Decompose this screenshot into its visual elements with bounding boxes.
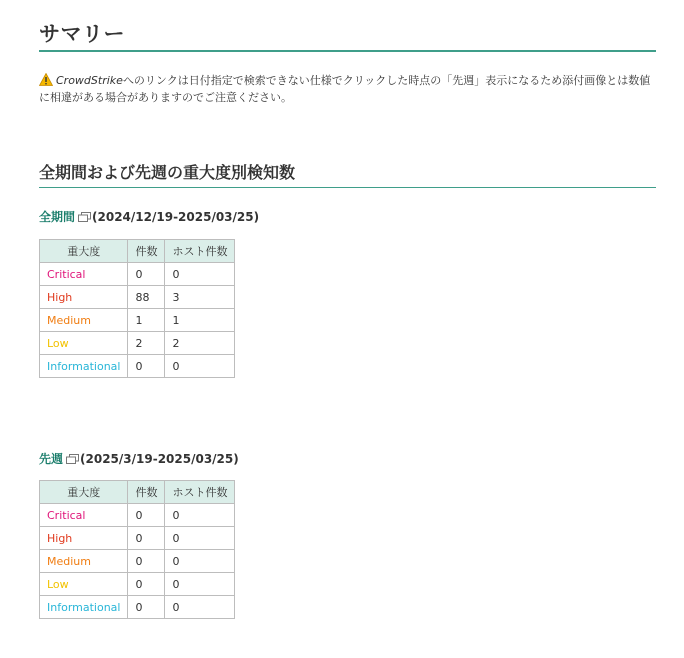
hosts-cell: 1 (165, 309, 235, 332)
table-row (40, 550, 235, 573)
severity-informational: Informational (40, 596, 128, 619)
header-severity: 重大度 (40, 240, 128, 263)
last-week-range: (2025/3/19-2025/03/25) (80, 452, 239, 466)
severity-high: High (40, 527, 128, 550)
notice-text: へのリンクは日付指定で検索できない仕様でクリックした時点の「先週」表示になるため添付画像とは数値に相違がある場合がありますのでご注意ください。 (39, 74, 651, 104)
table-row (40, 286, 235, 309)
table-row (40, 573, 235, 596)
title-divider (39, 50, 656, 52)
hosts-cell: 0 (165, 355, 235, 378)
last-week-heading (39, 450, 239, 467)
severity-high: High (40, 286, 128, 309)
section-title: 全期間および先週の重大度別検知数 (39, 163, 296, 182)
header-count: 件数 (128, 481, 165, 504)
severity-informational: Informational (40, 355, 128, 378)
external-link-icon[interactable] (78, 212, 91, 222)
external-link-icon[interactable] (66, 454, 79, 464)
notice-product: CrowdStrike (56, 74, 123, 87)
severity-medium: Medium (40, 550, 128, 573)
severity-low: Low (40, 573, 128, 596)
count-cell: 1 (128, 309, 165, 332)
table-header-row (40, 481, 235, 504)
count-cell: 0 (128, 355, 165, 378)
header-hosts: ホスト件数 (165, 481, 235, 504)
table-row (40, 527, 235, 550)
header-severity: 重大度 (40, 481, 128, 504)
table-row (40, 355, 235, 378)
hosts-cell: 0 (165, 596, 235, 619)
hosts-cell: 3 (165, 286, 235, 309)
last-week-table (39, 480, 235, 619)
table-row (40, 596, 235, 619)
count-cell: 0 (128, 527, 165, 550)
all-period-table (39, 239, 235, 378)
hosts-cell: 0 (165, 504, 235, 527)
count-cell: 0 (128, 596, 165, 619)
count-cell: 0 (128, 550, 165, 573)
count-cell: 0 (128, 263, 165, 286)
section-divider (39, 187, 656, 188)
severity-critical: Critical (40, 263, 128, 286)
count-cell: 0 (128, 573, 165, 596)
header-count: 件数 (128, 240, 165, 263)
hosts-cell: 2 (165, 332, 235, 355)
all-period-link[interactable]: 全期間 (39, 210, 76, 224)
notice (39, 72, 656, 106)
warning-icon (39, 73, 53, 86)
hosts-cell: 0 (165, 550, 235, 573)
last-week-link[interactable]: 先週 (39, 452, 64, 466)
table-row (40, 263, 235, 286)
header-hosts: ホスト件数 (165, 240, 235, 263)
all-period-range: (2024/12/19-2025/03/25) (92, 210, 260, 224)
count-cell: 2 (128, 332, 165, 355)
table-row (40, 309, 235, 332)
page-title: サマリー (39, 22, 125, 46)
hosts-cell: 0 (165, 573, 235, 596)
table-row (40, 504, 235, 527)
table-row (40, 332, 235, 355)
count-cell: 88 (128, 286, 165, 309)
hosts-cell: 0 (165, 527, 235, 550)
all-period-heading (39, 208, 259, 225)
hosts-cell: 0 (165, 263, 235, 286)
count-cell: 0 (128, 504, 165, 527)
severity-medium: Medium (40, 309, 128, 332)
table-header-row (40, 240, 235, 263)
severity-critical: Critical (40, 504, 128, 527)
severity-low: Low (40, 332, 128, 355)
